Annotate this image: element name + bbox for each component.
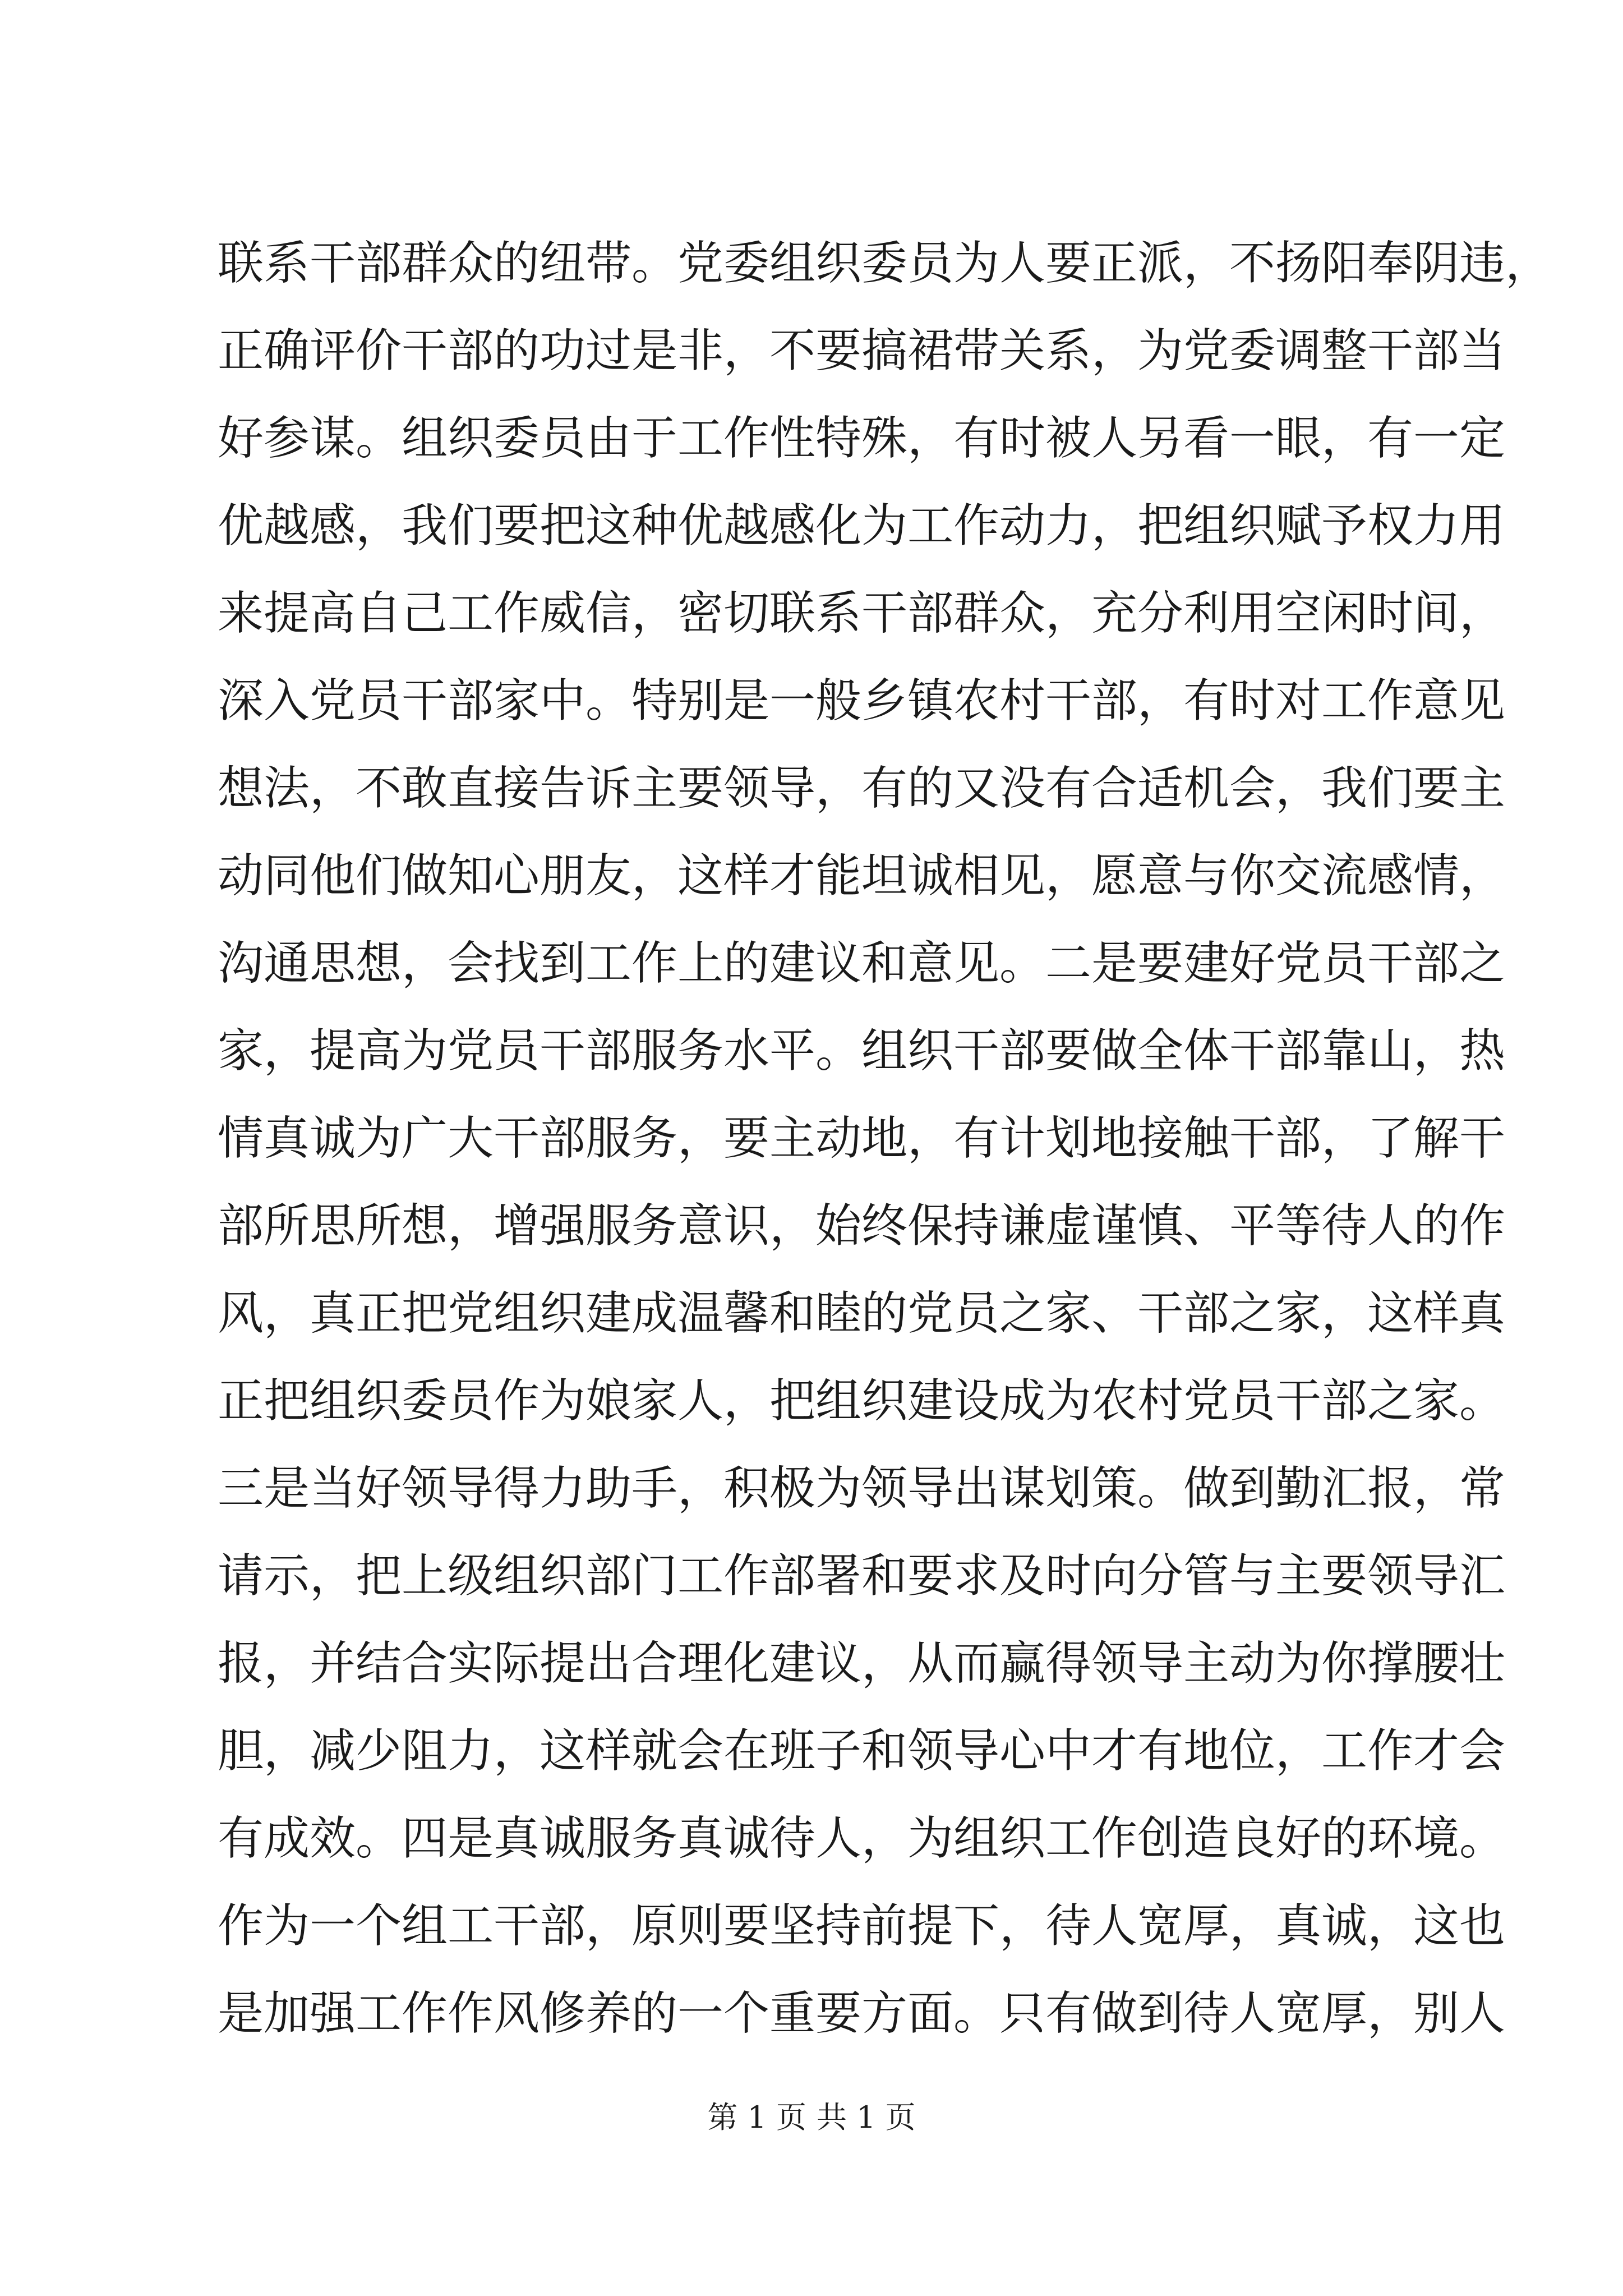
text-line: 情真诚为广大干部服务，要主动地，有计划地接触干部，了解干 (218, 1112, 1506, 1165)
page-number: 第 1 页 (707, 2100, 806, 2135)
page-total: 共 1 页 (817, 2100, 916, 2135)
page-footer (0, 2098, 1623, 2137)
text-line: 胆，减少阻力，这样就会在班子和领导心中才有地位，工作才会 (218, 1724, 1506, 1778)
text-line: 请示，把上级组织部门工作部署和要求及时向分管与主要领导汇 (218, 1549, 1506, 1603)
text-line: 来提高自己工作威信，密切联系干部群众，充分利用空闲时间， (218, 587, 1506, 640)
text-line: 家，提高为党员干部服务水平。组织干部要做全体干部靠山，热 (218, 1024, 1506, 1078)
text-line: 正把组织委员作为娘家人，把组织建设成为农村党员干部之家。 (218, 1374, 1506, 1428)
text-line: 想法，不敢直接告诉主要领导，有的又没有合适机会，我们要主 (218, 762, 1506, 815)
text-line: 好参谋。组织委员由于工作性特殊，有时被人另看一眼，有一定 (218, 412, 1506, 465)
text-line: 动同他们做知心朋友，这样才能坦诚相见，愿意与你交流感情， (218, 849, 1506, 903)
text-line: 有成效。四是真诚服务真诚待人，为组织工作创造良好的环境。 (218, 1812, 1506, 1865)
text-line: 部所思所想，增强服务意识，始终保持谦虚谨慎、平等待人的作 (218, 1199, 1506, 1253)
text-line: 深入党员干部家中。特别是一般乡镇农村干部，有时对工作意见 (218, 674, 1506, 728)
text-line: 风，真正把党组织建成温馨和睦的党员之家、干部之家，这样真 (218, 1287, 1506, 1340)
document-body (218, 220, 1552, 2058)
text-line: 优越感，我们要把这种优越感化为工作动力，把组织赋予权力用 (218, 499, 1506, 553)
text-line: 联系干部群众的纽带。党委组织委员为人要正派，不扬阳奉阴违， (218, 237, 1552, 290)
text-line: 作为一个组工干部，原则要坚持前提下，待人宽厚，真诚，这也 (218, 1899, 1506, 1953)
text-line: 三是当好领导得力助手，积极为领导出谋划策。做到勤汇报，常 (218, 1462, 1506, 1515)
text-line: 报，并结合实际提出合理化建议，从而赢得领导主动为你撑腰壮 (218, 1637, 1506, 1690)
text-line: 沟通思想，会找到工作上的建议和意见。二是要建好党员干部之 (218, 937, 1506, 990)
text-line: 正确评价干部的功过是非，不要搞裙带关系，为党委调整干部当 (218, 324, 1506, 378)
text-line: 是加强工作作风修养的一个重要方面。只有做到待人宽厚，别人 (218, 1987, 1506, 2040)
